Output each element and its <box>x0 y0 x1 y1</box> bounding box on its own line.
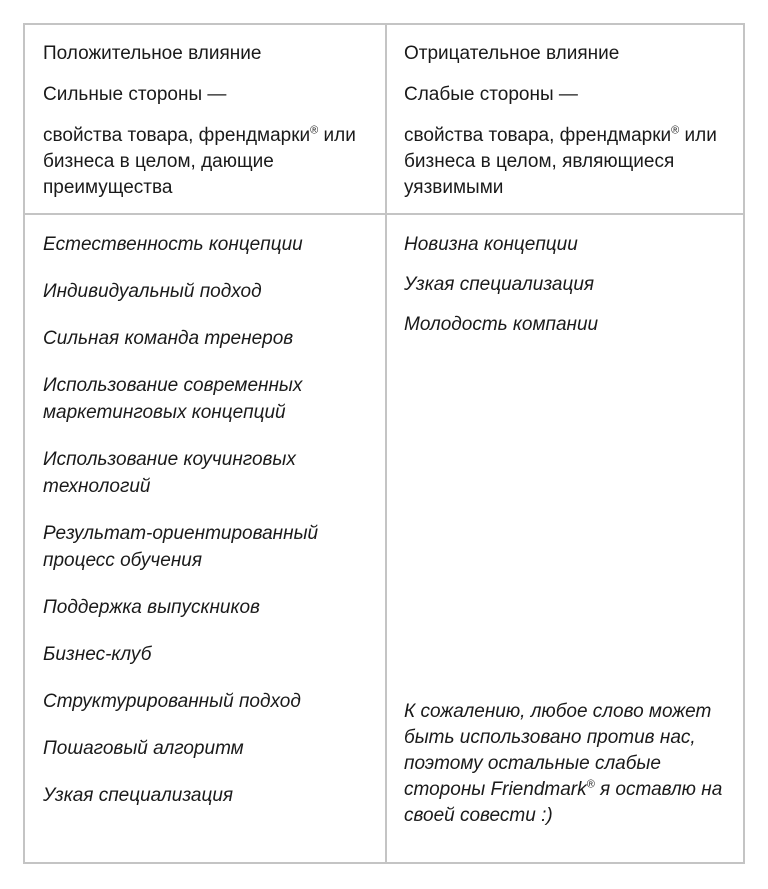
list-item: Узкая специализация <box>43 785 234 806</box>
list-item: Использование коучинговых технологий <box>43 449 296 497</box>
swot-table <box>23 23 745 864</box>
list-item: Индивидуальный подход <box>43 281 262 302</box>
column-divider <box>385 25 387 862</box>
list-item: Поддержка выпускников <box>43 597 260 618</box>
weaknesses-subtitle: Слабые стороны — <box>404 84 578 105</box>
list-item: Структурированный подход <box>43 691 301 712</box>
list-item: Молодость компании <box>404 314 599 335</box>
strengths-description: свойства товара, френдмарки® или бизнеса в целом, дающие преимущества <box>43 124 356 198</box>
strengths-cell <box>43 231 373 829</box>
list-item: Пошаговый алгоритм <box>43 738 244 759</box>
header-divider <box>25 213 743 215</box>
weaknesses-list <box>404 231 734 338</box>
list-item: Узкая специализация <box>404 274 595 295</box>
list-item: Сильная команда тренеров <box>43 328 294 349</box>
list-item: Бизнес-клуб <box>43 644 152 665</box>
header-positive <box>43 41 373 201</box>
weaknesses-cell <box>404 231 734 849</box>
strengths-list <box>43 231 373 809</box>
list-item: Новизна концепции <box>404 234 578 255</box>
list-item: Использование современных маркетинговых концепций <box>43 375 303 423</box>
header-negative <box>404 41 734 201</box>
weaknesses-description: свойства товара, френдмарки® или бизнеса в целом, являющиеся уязвимыми <box>404 124 717 198</box>
positive-title: Положительное влияние <box>43 43 262 64</box>
list-item: Результат-ориентированный процесс обучения <box>43 523 319 571</box>
strengths-subtitle: Сильные стороны — <box>43 84 227 105</box>
closing-note: К сожалению, любое слово может быть использовано против нас, поэтому остальные слабые стороны Friendmark® я оставлю на своей совести :) <box>404 701 723 826</box>
list-item: Естественность концепции <box>43 234 303 255</box>
negative-title: Отрицательное влияние <box>404 43 620 64</box>
